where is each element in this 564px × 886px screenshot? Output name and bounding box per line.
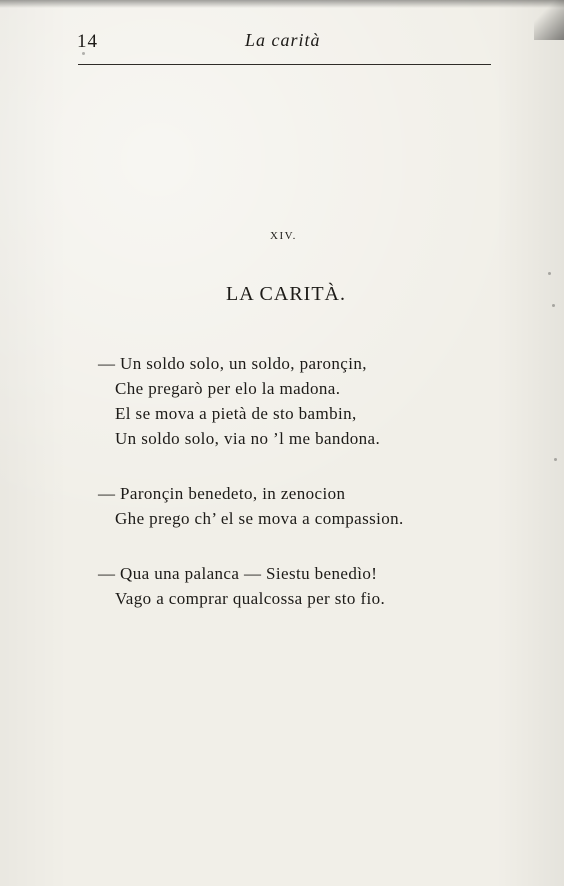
poem-line: Ghe prego ch’ el se mova a compassion. <box>115 509 404 528</box>
poem-line: Vago a comprar qualcossa per sto fio. <box>115 589 386 608</box>
poem-line: El se mova a pietà de sto bambin, <box>115 404 357 423</box>
scan-speck <box>554 458 557 461</box>
stanza <box>98 561 385 611</box>
poem-line: — Paronçin benedeto, in zenocion <box>98 484 346 503</box>
scan-top-shadow <box>0 0 564 8</box>
page-number: 14 <box>77 31 98 52</box>
scan-speck <box>552 304 555 307</box>
header-rule <box>78 64 491 65</box>
scan-speck <box>548 272 551 275</box>
poem-line: — Qua una palanca — Siestu benedìo! <box>98 564 378 583</box>
section-number: XIV. <box>270 230 297 242</box>
running-head: La carità <box>245 30 321 50</box>
scan-corner-shadow <box>534 0 564 40</box>
poem-line: Un soldo solo, via no ’l me bandona. <box>115 429 381 448</box>
stanza <box>98 481 404 531</box>
scan-speck <box>82 52 85 55</box>
stanza <box>98 351 380 451</box>
poem-line: — Un soldo solo, un soldo, paronçin, <box>98 354 367 373</box>
poem-title: LA CARITÀ. <box>226 283 346 305</box>
poem-line: Che pregarò per elo la madona. <box>115 379 341 398</box>
